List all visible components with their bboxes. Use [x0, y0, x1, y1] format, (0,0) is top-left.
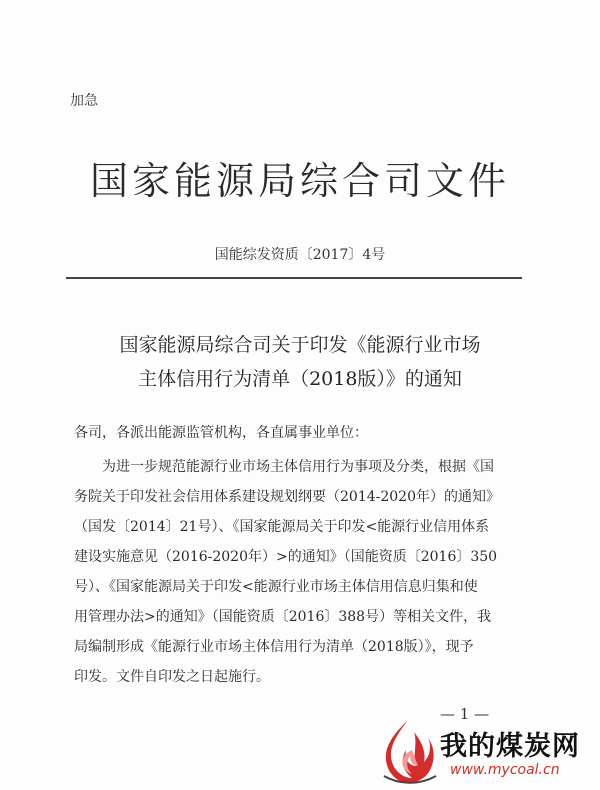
watermark-url: www.mycoal.cn — [450, 762, 560, 778]
addressee: 各司，各派出能源监管机构，各直属事业单位： — [74, 425, 368, 441]
notice-title-line: 主体信用行为清单（2018版）》的通知 — [138, 368, 462, 390]
header-divider — [66, 277, 522, 279]
document-number: 国能综发资质〔2017〕4号 — [214, 247, 386, 263]
notice-title — [0, 328, 600, 396]
urgency-label: 加急 — [70, 93, 98, 109]
body-paragraph — [74, 452, 526, 692]
body-line: 用管理办法>的通知》（国能资质〔2016〕388号）等相关文件，我 — [74, 609, 492, 625]
watermark-site-name: 我的煤炭网 — [440, 731, 580, 762]
body-line: 号）、《国家能源局关于印发<能源行业市场主体信用信息归集和使 — [74, 579, 478, 595]
issuing-authority-title: 国家能源局综合司文件 — [89, 159, 510, 203]
body-line: （国发〔2014〕21号）、《国家能源局关于印发<能源行业信用体系 — [74, 519, 490, 535]
notice-title-line: 国家能源局综合司关于印发《能源行业市场 — [119, 334, 481, 356]
page-number: — 1 — — [440, 705, 490, 723]
flame-logo-icon — [378, 716, 440, 788]
body-line: 务院关于印发社会信用体系建设规划纲要（2014-2020年）的通知》 — [74, 489, 500, 505]
body-line: 局编制形成《能源行业市场主体信用行为清单（2018版）》，现予 — [74, 639, 474, 655]
body-line: 建设实施意见（2016-2020年）>的通知》（国能资质〔2016〕350 — [74, 549, 498, 565]
body-line: 印发。文件自印发之日起施行。 — [74, 669, 270, 685]
body-line: 为进一步规范能源行业市场主体信用行为事项及分类，根据《国 — [102, 459, 494, 475]
site-watermark — [378, 716, 600, 790]
